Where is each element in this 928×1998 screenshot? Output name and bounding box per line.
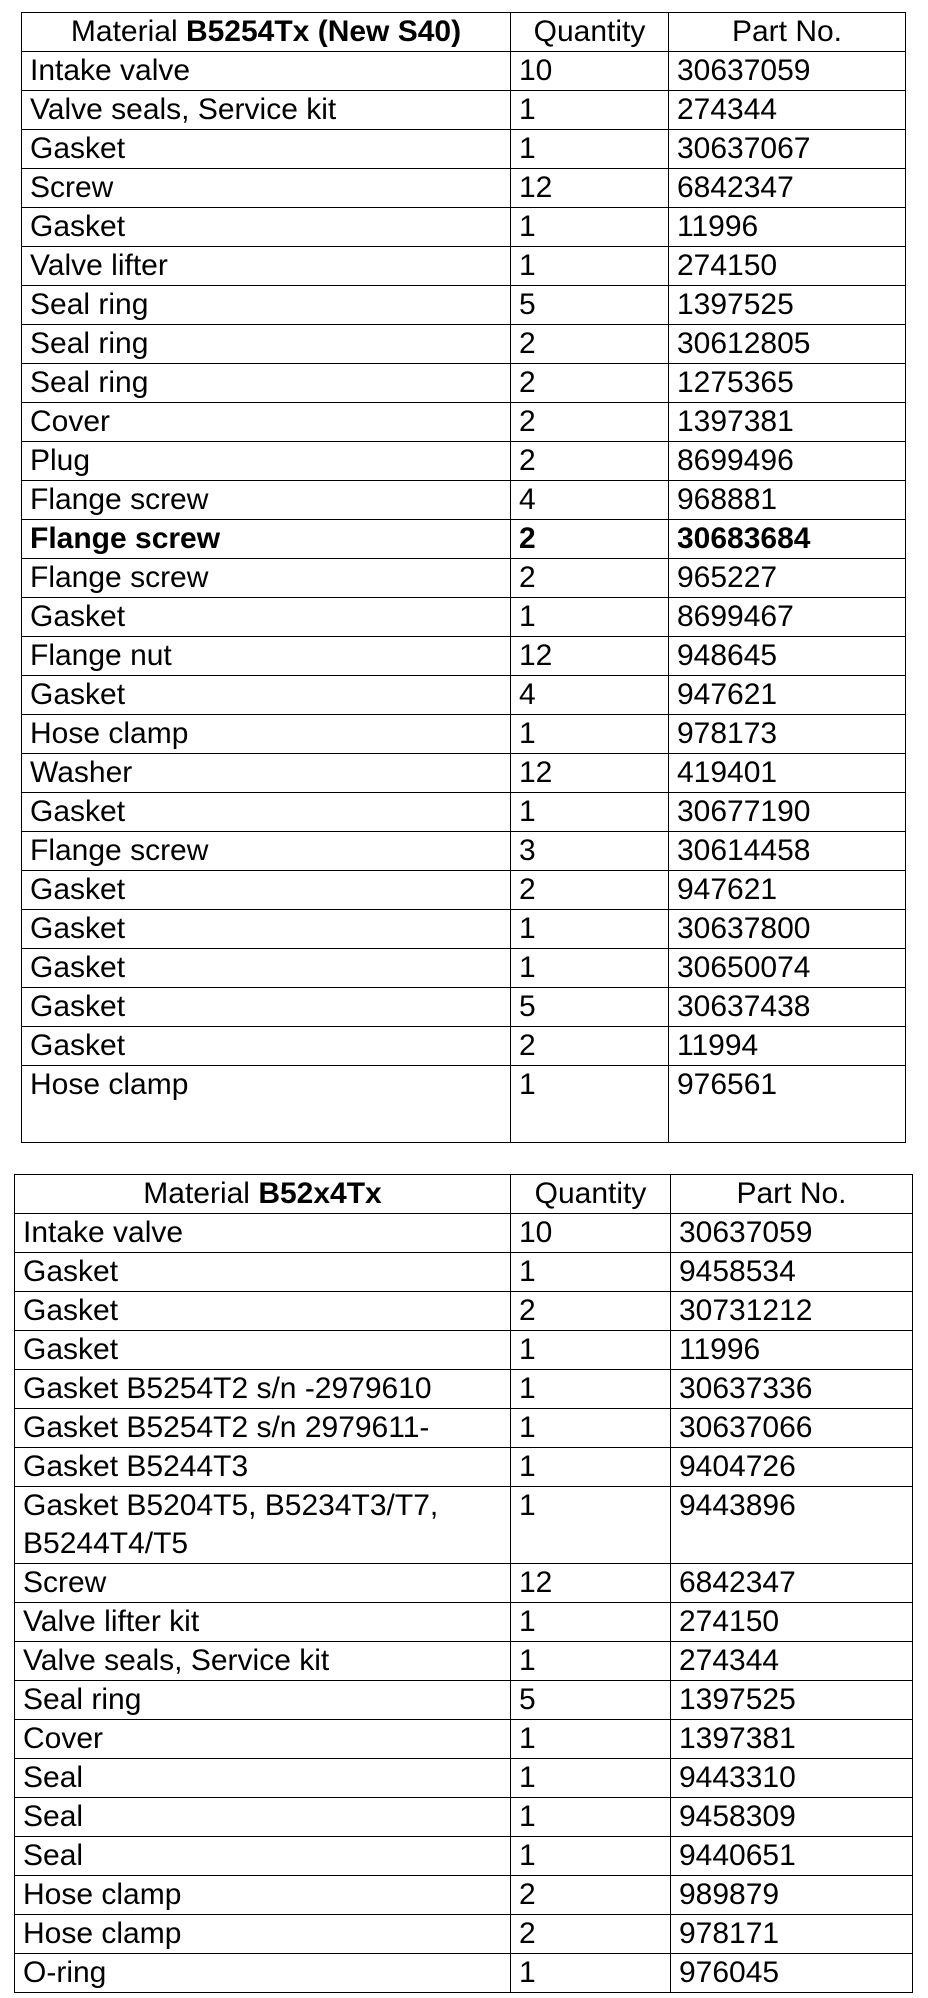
part-no-cell: 30637438: [669, 988, 906, 1027]
table-row: [15, 1915, 913, 1954]
table-body: [22, 52, 906, 1143]
quantity-cell: 1: [511, 1253, 671, 1292]
material-code: B52x4Tx: [258, 1177, 382, 1210]
table-row: [15, 1759, 913, 1798]
material-cell: Valve seals, Service kit: [15, 1642, 511, 1681]
table-row: [22, 910, 906, 949]
part-no-cell: 274150: [669, 247, 906, 286]
quantity-cell: 4: [511, 676, 669, 715]
quantity-cell: 1: [511, 1798, 671, 1837]
table-row: [22, 403, 906, 442]
part-no-cell: 30614458: [669, 832, 906, 871]
part-no-cell: 968881: [669, 481, 906, 520]
part-no-cell: 9458309: [671, 1798, 913, 1837]
table-row: [22, 949, 906, 988]
material-cell: Flange screw: [22, 520, 511, 559]
parts-table-b52x4tx: [14, 1174, 913, 1993]
part-no-cell: 8699467: [669, 598, 906, 637]
table-row: [15, 1448, 913, 1487]
table-row: [15, 1954, 913, 1993]
quantity-cell: 1: [511, 208, 669, 247]
table-row: [15, 1409, 913, 1448]
quantity-cell: 1: [511, 1720, 671, 1759]
part-no-cell: 947621: [669, 676, 906, 715]
part-no-cell: 6842347: [669, 169, 906, 208]
material-cell: Gasket: [22, 598, 511, 637]
material-cell: Gasket: [22, 130, 511, 169]
table-row: [22, 286, 906, 325]
part-no-cell: 274150: [671, 1603, 913, 1642]
quantity-cell: 2: [511, 1915, 671, 1954]
material-cell: Seal: [15, 1798, 511, 1837]
table-row: [15, 1681, 913, 1720]
part-no-cell: 1275365: [669, 364, 906, 403]
part-no-cell: 947621: [669, 871, 906, 910]
quantity-cell: 2: [511, 442, 669, 481]
part-no-cell: 11996: [669, 208, 906, 247]
quantity-cell: 1: [511, 1837, 671, 1876]
quantity-cell: 2: [511, 1292, 671, 1331]
material-cell: Gasket: [15, 1331, 511, 1370]
material-cell: Gasket: [22, 871, 511, 910]
table-row: [15, 1370, 913, 1409]
quantity-cell: 5: [511, 1681, 671, 1720]
table-row: [22, 871, 906, 910]
material-cell: Gasket B5204T5, B5234T3/T7, B5244T4/T5: [15, 1487, 511, 1564]
table-row: [22, 832, 906, 871]
part-no-cell: 1397525: [669, 286, 906, 325]
quantity-cell: 2: [511, 1027, 669, 1066]
quantity-cell: 1: [511, 598, 669, 637]
part-no-column-header: Part No.: [669, 13, 906, 52]
table-row: [22, 988, 906, 1027]
part-no-cell: 1397525: [671, 1681, 913, 1720]
table-row: [15, 1876, 913, 1915]
quantity-cell: 2: [511, 364, 669, 403]
part-no-cell: 30612805: [669, 325, 906, 364]
part-no-cell: 976561: [669, 1066, 906, 1143]
table-row: [22, 793, 906, 832]
part-no-cell: 274344: [669, 91, 906, 130]
material-cell: Gasket: [15, 1292, 511, 1331]
table-row: [22, 715, 906, 754]
quantity-cell: 1: [511, 1409, 671, 1448]
quantity-cell: 1: [511, 1331, 671, 1370]
part-no-cell: 274344: [671, 1642, 913, 1681]
table-row: [15, 1642, 913, 1681]
material-cell: Seal: [15, 1759, 511, 1798]
table-row: [22, 442, 906, 481]
part-no-cell: 978173: [669, 715, 906, 754]
quantity-cell: 1: [511, 949, 669, 988]
material-cell: Gasket B5254T2 s/n -2979610: [15, 1370, 511, 1409]
material-cell: Gasket: [15, 1253, 511, 1292]
part-no-cell: 978171: [671, 1915, 913, 1954]
part-no-cell: 30677190: [669, 793, 906, 832]
table-row: [22, 130, 906, 169]
table-row: [15, 1798, 913, 1837]
quantity-cell: 12: [511, 754, 669, 793]
part-no-cell: 11996: [671, 1331, 913, 1370]
quantity-cell: 1: [511, 1954, 671, 1993]
material-cell: Gasket: [22, 676, 511, 715]
table-row: [15, 1292, 913, 1331]
material-cell: Washer: [22, 754, 511, 793]
table-row: [22, 559, 906, 598]
material-column-header: [22, 13, 511, 52]
table-row: [22, 598, 906, 637]
quantity-cell: 1: [511, 1642, 671, 1681]
table-row: [22, 169, 906, 208]
table-row: [15, 1214, 913, 1253]
quantity-cell: 1: [511, 1487, 671, 1564]
material-cell: Gasket: [22, 1027, 511, 1066]
material-cell: Gasket B5254T2 s/n 2979611-: [15, 1409, 511, 1448]
part-no-cell: 948645: [669, 637, 906, 676]
material-cell: Screw: [15, 1564, 511, 1603]
part-no-cell: 6842347: [671, 1564, 913, 1603]
part-no-cell: 8699496: [669, 442, 906, 481]
part-no-cell: 30650074: [669, 949, 906, 988]
part-no-cell: 30637059: [671, 1214, 913, 1253]
table-row: [22, 325, 906, 364]
table-row: [22, 676, 906, 715]
material-cell: Cover: [15, 1720, 511, 1759]
table-row: [22, 637, 906, 676]
part-no-cell: 30731212: [671, 1292, 913, 1331]
part-no-cell: 965227: [669, 559, 906, 598]
material-cell: Flange nut: [22, 637, 511, 676]
quantity-cell: 1: [511, 1066, 669, 1143]
table-row: [15, 1720, 913, 1759]
table-body: [15, 1214, 913, 1993]
table-row: [22, 52, 906, 91]
material-cell: Gasket: [22, 208, 511, 247]
quantity-cell: 2: [511, 559, 669, 598]
material-cell: Plug: [22, 442, 511, 481]
part-no-cell: 30637059: [669, 52, 906, 91]
quantity-cell: 10: [511, 52, 669, 91]
material-cell: Seal ring: [15, 1681, 511, 1720]
material-cell: Flange screw: [22, 832, 511, 871]
quantity-cell: 4: [511, 481, 669, 520]
quantity-cell: 2: [511, 871, 669, 910]
part-no-cell: 9440651: [671, 1837, 913, 1876]
quantity-cell: 1: [511, 1603, 671, 1642]
quantity-cell: 1: [511, 1759, 671, 1798]
part-no-cell: 30637336: [671, 1370, 913, 1409]
material-cell: Gasket: [22, 988, 511, 1027]
material-cell: Flange screw: [22, 559, 511, 598]
part-no-cell: 976045: [671, 1954, 913, 1993]
quantity-cell: 2: [511, 325, 669, 364]
table-row: [15, 1603, 913, 1642]
quantity-column-header: Quantity: [511, 1175, 671, 1214]
material-column-header: [15, 1175, 511, 1214]
material-cell: Seal: [15, 1837, 511, 1876]
table-header-row: [22, 13, 906, 52]
material-header-prefix: Material: [70, 15, 186, 48]
table-row: [22, 1066, 906, 1143]
quantity-cell: 1: [511, 910, 669, 949]
part-no-cell: 9443896: [671, 1487, 913, 1564]
part-no-cell: 30637067: [669, 130, 906, 169]
part-no-cell: 11994: [669, 1027, 906, 1066]
table-row: [22, 1027, 906, 1066]
material-cell: Seal ring: [22, 364, 511, 403]
quantity-cell: 10: [511, 1214, 671, 1253]
table-row: [22, 754, 906, 793]
quantity-cell: 12: [511, 1564, 671, 1603]
quantity-cell: 1: [511, 793, 669, 832]
table-row: [15, 1837, 913, 1876]
part-no-cell: 419401: [669, 754, 906, 793]
material-cell: Hose clamp: [15, 1876, 511, 1915]
part-no-cell: 9443310: [671, 1759, 913, 1798]
material-cell: Gasket: [22, 949, 511, 988]
table-row: [22, 481, 906, 520]
material-cell: Intake valve: [15, 1214, 511, 1253]
table-row: [22, 364, 906, 403]
material-cell: Screw: [22, 169, 511, 208]
material-cell: Cover: [22, 403, 511, 442]
table-row: [15, 1564, 913, 1603]
part-no-column-header: Part No.: [671, 1175, 913, 1214]
quantity-cell: 1: [511, 247, 669, 286]
material-code: B5254Tx (New S40): [185, 15, 462, 48]
material-cell: Gasket B5244T3: [15, 1448, 511, 1487]
quantity-cell: 1: [511, 1448, 671, 1487]
quantity-cell: 1: [511, 1370, 671, 1409]
material-cell: Valve seals, Service kit: [22, 91, 511, 130]
quantity-cell: 1: [511, 130, 669, 169]
material-header-prefix: Material: [143, 1177, 259, 1210]
quantity-column-header: Quantity: [511, 13, 669, 52]
part-no-cell: 1397381: [671, 1720, 913, 1759]
material-cell: Intake valve: [22, 52, 511, 91]
table-row: [22, 520, 906, 559]
quantity-cell: 1: [511, 715, 669, 754]
part-no-cell: 1397381: [669, 403, 906, 442]
quantity-cell: 5: [511, 286, 669, 325]
quantity-cell: 2: [511, 520, 669, 559]
part-no-cell: 989879: [671, 1876, 913, 1915]
quantity-cell: 12: [511, 169, 669, 208]
quantity-cell: 12: [511, 637, 669, 676]
material-cell: Hose clamp: [15, 1915, 511, 1954]
part-no-cell: 30637066: [671, 1409, 913, 1448]
material-cell: Gasket: [22, 910, 511, 949]
part-no-cell: 30637800: [669, 910, 906, 949]
table-row: [22, 247, 906, 286]
quantity-cell: 5: [511, 988, 669, 1027]
material-cell: Flange screw: [22, 481, 511, 520]
table-row: [15, 1487, 913, 1564]
quantity-cell: 3: [511, 832, 669, 871]
quantity-cell: 2: [511, 1876, 671, 1915]
quantity-cell: 1: [511, 91, 669, 130]
material-cell: Hose clamp: [22, 715, 511, 754]
material-cell: Valve lifter: [22, 247, 511, 286]
table-row: [22, 91, 906, 130]
material-cell: Seal ring: [22, 325, 511, 364]
material-cell: Hose clamp: [22, 1066, 511, 1143]
table-header-row: [15, 1175, 913, 1214]
table-row: [15, 1331, 913, 1370]
quantity-cell: 2: [511, 403, 669, 442]
table-row: [15, 1253, 913, 1292]
material-cell: Valve lifter kit: [15, 1603, 511, 1642]
part-no-cell: 9404726: [671, 1448, 913, 1487]
parts-table-b5254tx: [21, 12, 906, 1143]
material-cell: Seal ring: [22, 286, 511, 325]
part-no-cell: 30683684: [669, 520, 906, 559]
material-cell: Gasket: [22, 793, 511, 832]
material-cell: O-ring: [15, 1954, 511, 1993]
table-row: [22, 208, 906, 247]
part-no-cell: 9458534: [671, 1253, 913, 1292]
